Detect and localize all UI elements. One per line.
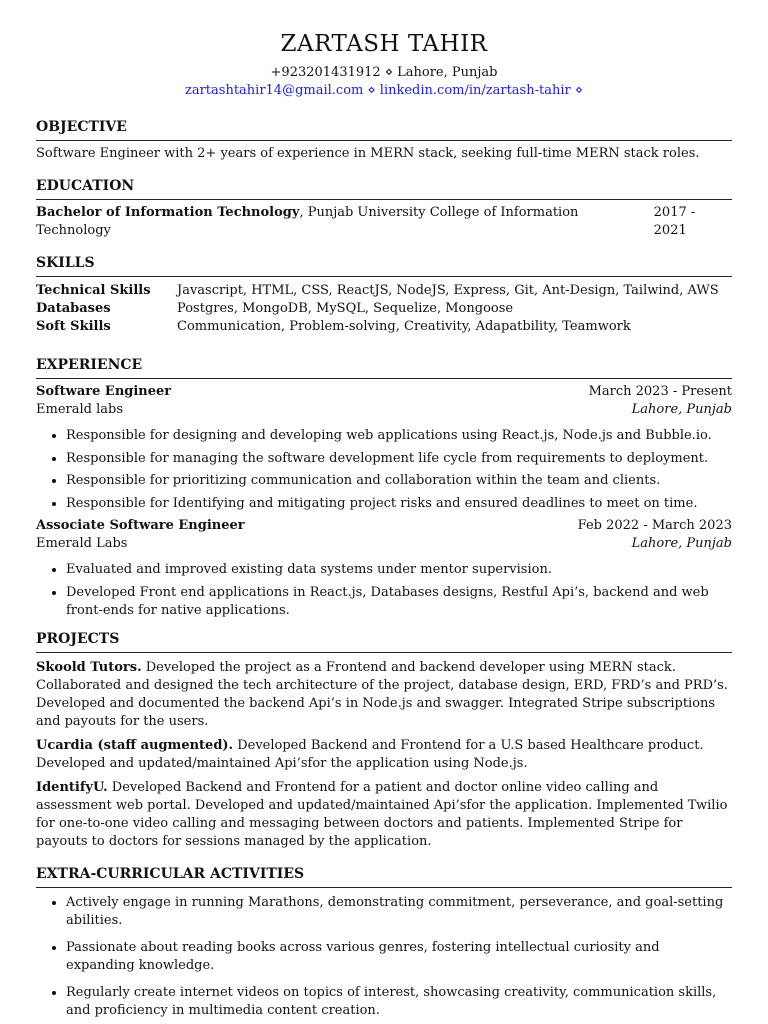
list-item: • Responsible for designing and developing web applications using React.js, Node.js and Bubble.io. <box>66 427 732 445</box>
objective-text: Software Engineer with 2+ years of experience in MERN stack, seeking full-time MERN stack roles. <box>36 146 700 161</box>
education-entry <box>36 204 732 240</box>
list-item: • Responsible for prioritizing communication and collaboration within the team and clients. <box>66 472 732 490</box>
list-item: • Passionate about reading books across various genres, fostering intellectual curiosity and expanding knowledge. <box>66 939 732 975</box>
project-description: Developed Backend and Frontend for a patient and doctor online video calling and assessment web portal. Developed and updated/maintained Api’sfor the application. Implemented Twilio for one-to-one video calling and messaging between doctors and patients. Implemented Stripe for payouts to doctors for sessions managed by the application. <box>36 779 728 849</box>
project-entry <box>36 737 732 773</box>
job-bullets <box>36 427 732 513</box>
job-header <box>36 383 732 401</box>
phone-number: +923201431912 <box>270 65 381 80</box>
section-heading-education: EDUCATION <box>36 177 732 200</box>
project-name: IdentifyU. <box>36 779 108 795</box>
contact-line-1 <box>36 64 732 82</box>
education-years: 2017 - 2021 <box>653 205 696 238</box>
job-company: Emerald labs <box>36 402 123 417</box>
institution-name: , Punjab University College of Information Technology <box>36 205 579 238</box>
list-item: • Evaluated and improved existing data systems under mentor supervision. <box>66 561 732 579</box>
location: Lahore, Punjab <box>397 65 498 80</box>
separator: ⋄ <box>384 65 393 80</box>
project-entry <box>36 659 732 731</box>
skill-label: Technical Skills <box>36 283 151 298</box>
job-role: Software Engineer <box>36 384 172 399</box>
list-item: • Responsible for Identifying and mitigating project risks and ensured deadlines to meet on time. <box>66 495 732 513</box>
job-dates: Feb 2022 - March 2023 <box>577 518 732 533</box>
candidate-name: ZARTASH TAHIR <box>280 31 488 57</box>
section-heading-skills: SKILLS <box>36 254 732 277</box>
job-subheader <box>36 401 732 419</box>
skill-row <box>36 318 732 336</box>
list-item: • Developed Front end applications in React.js, Databases designs, Restful Api’s, backend and web front-ends for native applications. <box>66 584 732 620</box>
skill-value: Communication, Problem-solving, Creativity, Adapatbility, Teamwork <box>177 319 631 334</box>
section-heading-objective: OBJECTIVE <box>36 118 732 141</box>
job-entry <box>36 383 732 513</box>
job-dates: March 2023 - Present <box>588 384 732 399</box>
job-entry <box>36 517 732 620</box>
skill-value: Postgres, MongoDB, MySQL, Sequelize, Mongoose <box>177 301 514 316</box>
separator: ⋄ <box>574 83 583 98</box>
email-link[interactable]: zartashtahir14@gmail.com <box>184 83 364 98</box>
job-location: Lahore, Punjab <box>631 536 732 551</box>
section-heading-experience: EXPERIENCE <box>36 356 732 379</box>
separator: ⋄ <box>367 83 376 98</box>
job-role: Associate Software Engineer <box>36 518 245 533</box>
linkedin-link[interactable]: linkedin.com/in/zartash-tahir <box>379 83 571 98</box>
job-header <box>36 517 732 535</box>
skill-row <box>36 300 732 318</box>
section-heading-activities: EXTRA-CURRICULAR ACTIVITIES <box>36 865 732 888</box>
resume-page <box>36 30 732 1024</box>
project-name: Skoold Tutors. <box>36 659 142 675</box>
job-bullets <box>36 561 732 620</box>
skills-table <box>36 282 732 336</box>
activities-bullets <box>36 894 732 1020</box>
skill-value: Javascript, HTML, CSS, ReactJS, NodeJS, Express, Git, Ant-Design, Tailwind, AWS <box>177 283 719 298</box>
project-name: Ucardia (staff augmented). <box>36 737 234 753</box>
contact-line-2 <box>36 82 732 100</box>
project-description: Developed the project as a Frontend and backend developer using MERN stack. Collaborated and designed the tech architecture of the project, database design, ERD, FRD’s and PRD’s. Developed and documented the backend Api’s in Node.js and swagger. Integrated Stripe subscriptions and payouts for the users. <box>36 659 728 729</box>
education-degree-line <box>36 204 654 240</box>
degree-name: Bachelor of Information Technology <box>36 205 300 220</box>
project-entry <box>36 779 732 851</box>
job-company: Emerald Labs <box>36 536 128 551</box>
skill-row <box>36 282 732 300</box>
list-item: • Regularly create internet videos on topics of interest, showcasing creativity, communication skills, and proficiency in multimedia content creation. <box>66 984 732 1020</box>
skill-label: Soft Skills <box>36 319 111 334</box>
list-item: • Actively engage in running Marathons, demonstrating commitment, perseverance, and goal-setting abilities. <box>66 894 732 930</box>
project-description: Developed Backend and Frontend for a U.S based Healthcare product. Developed and updated/maintained Api’sfor the application using Node.js. <box>36 737 704 771</box>
job-subheader <box>36 535 732 553</box>
skill-label: Databases <box>36 301 111 316</box>
list-item: • Responsible for managing the software development life cycle from requirements to deployment. <box>66 450 732 468</box>
job-location: Lahore, Punjab <box>631 402 732 417</box>
section-heading-projects: PROJECTS <box>36 630 732 653</box>
